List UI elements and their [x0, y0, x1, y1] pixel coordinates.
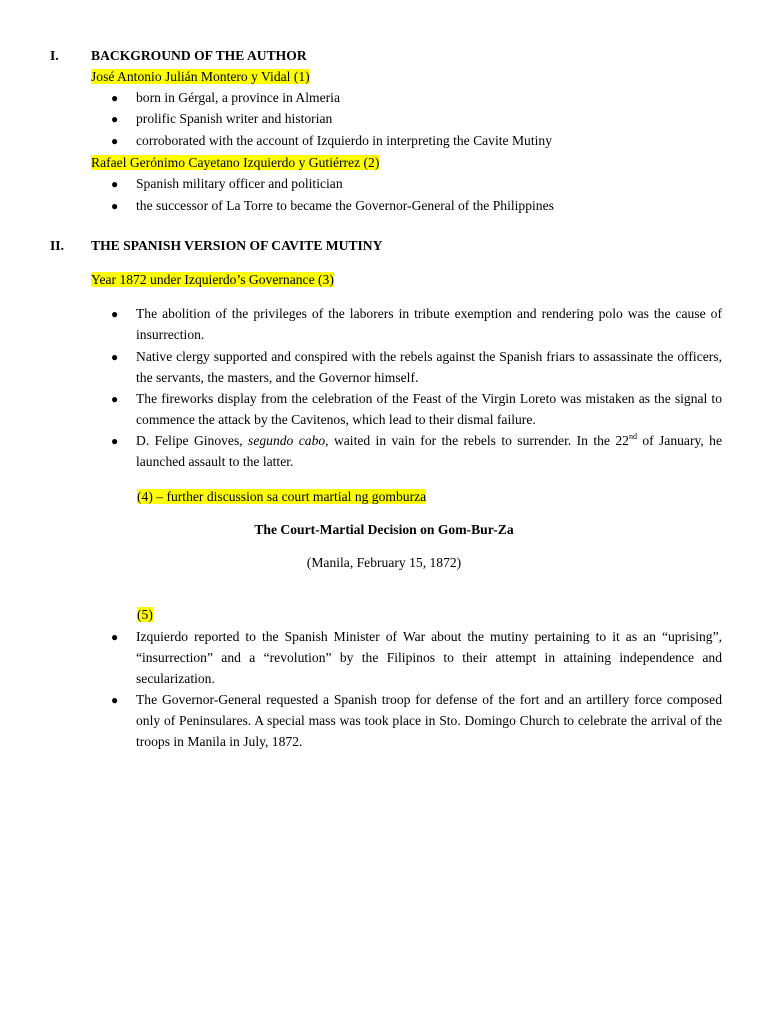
- author-1-fact-1: born in Gérgal, a province in Almeria: [136, 90, 340, 105]
- note-4: [137, 486, 426, 507]
- author-1-name-text: José Antonio Julián Montero y Vidal (1): [91, 69, 310, 84]
- mutiny-cause-1: The abolition of the privileges of the laborers in tribute exemption and rendering polo was the cause of insurrection.: [136, 306, 722, 342]
- court-martial-title: The Court-Martial Decision on Gom-Bur-Za: [254, 522, 514, 537]
- bullet-icon: ●: [111, 693, 119, 707]
- bullet-icon: ●: [111, 177, 119, 191]
- governor-request: The Governor-General requested a Spanish troop for defense of the fort and an artillery force composed only of Peninsulares. A special mass was took place in Sto. Domingo Church to celebrate the arrival of the troops in Manila in July, 1872.: [136, 692, 722, 749]
- mutiny-cause-2: Native clergy supported and conspired with the rebels against the Spanish friars to assassinate the officers, the servants, the masters, and the Governor himself.: [136, 349, 722, 385]
- author-1-fact-2: prolific Spanish writer and historian: [136, 111, 333, 126]
- author-2-name-text: Rafael Gerónimo Cayetano Izquierdo y Gutiérrez (2): [91, 155, 380, 170]
- mutiny-cause-3: The fireworks display from the celebration of the Feast of the Virgin Loreto was mistaken as the signal to commence the attack by the Cavitenos, which lead to their dismal failure.: [136, 391, 722, 427]
- court-martial-date: (Manila, February 15, 1872): [306, 555, 462, 570]
- section-2-numeral: II.: [50, 238, 64, 253]
- author-1-fact-3: corroborated with the account of Izquierdo in interpreting the Cavite Mutiny: [136, 133, 552, 148]
- note-5: [137, 604, 153, 625]
- note-4-text: (4) – further discussion sa court martial ng gomburza: [137, 489, 427, 504]
- author-1-name: [91, 66, 310, 87]
- author-2-fact-1: Spanish military officer and politician: [136, 176, 343, 191]
- author-2-fact-2: the successor of La Torre to became the Governor-General of the Philippines: [136, 198, 554, 213]
- bullet-icon: ●: [111, 134, 119, 148]
- ginoves-text-pre: D. Felipe Ginoves,: [136, 433, 249, 448]
- note-5-text: (5): [137, 607, 153, 622]
- governance-subheading-text: Year 1872 under Izquierdo’s Governance (3): [91, 272, 334, 287]
- section-2-title: THE SPANISH VERSION OF CAVITE MUTINY: [91, 238, 383, 253]
- bullet-icon: ●: [111, 392, 119, 406]
- governance-subheading: [91, 269, 334, 290]
- author-2-name: [91, 152, 379, 173]
- ginoves-text-post: of January, he launched assault to the latter.: [136, 433, 723, 469]
- mutiny-cause-4: [136, 430, 722, 472]
- ordinal-superscript: nd: [628, 432, 637, 441]
- izquierdo-report: Izquierdo reported to the Spanish Minister of War about the mutiny pertaining to it as an “uprising”, “insurrection” and a “revolution” by the Filipinos to their attempt in attaining independence and secularization.: [136, 629, 722, 686]
- section-1-title: BACKGROUND OF THE AUTHOR: [91, 48, 307, 63]
- bullet-icon: ●: [111, 434, 119, 448]
- segundo-cabo-italic: segundo cabo: [248, 433, 326, 448]
- bullet-icon: ●: [111, 630, 119, 644]
- bullet-icon: ●: [111, 307, 119, 321]
- section-1-numeral: I.: [50, 48, 59, 63]
- bullet-icon: ●: [111, 350, 119, 364]
- ginoves-text-mid: , waited in vain for the rebels to surrender. In the 22: [325, 433, 629, 448]
- bullet-icon: ●: [111, 91, 119, 105]
- bullet-icon: ●: [111, 199, 119, 213]
- bullet-icon: ●: [111, 112, 119, 126]
